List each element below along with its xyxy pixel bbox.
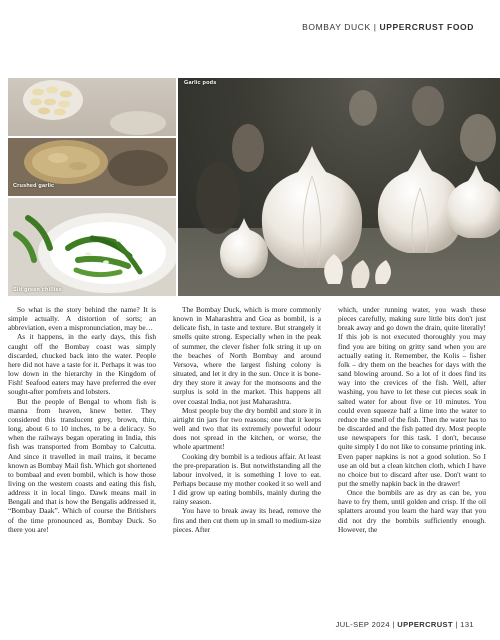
- paragraph: But the people of Bengal to whom fish is manna from heaven, knew better. They considered this translucent grey, brown, thin, long, about 6 to 10 inches, to be a delicacy. So when the railways began operating in India, this fish was transported from Bombay to Calcutta. And since it travelled in mail trains, it became known as Bombay Mail fish. Which got shortened to bombaal and even bombil, which is how those living on the western coasts and eating this fish, address it in local lingo. Dawk means mail in Bengali and that is how the Bengalis addressed it, “Bombay Daak”. Which of course the Britishers of the time pronounced as, Bombay Duck. So there you are!: [8, 396, 156, 534]
- article-body: [8, 305, 486, 625]
- footer-magazine-name: UPPERCRUST: [397, 620, 453, 629]
- footer-separator: |: [455, 620, 458, 629]
- garlic-pods-image: [178, 78, 500, 296]
- paragraph: which, under running water, you wash these pieces carefully, making sure little bits don't just break away and go down the drain, quite literally! If this job is not executed thoroughly you may find you are biting on gritty sand when you are actually eating it. Remember, the Kolis – fisher folk – dry them on the beaches for days with the sand blowing around. So a lot of it does find its way into the crevices of the fish. Well, after washing, you have to let these cut pieces soak in salted water for about five or 10 minutes. You could even squeeze half a lime into the water to reduce the smell of the fish. Then the water has to be discarded and the fish patted dry. Most people use newspapers for this task. I don't, because quite simply I do not like to consume printing ink. Even paper napkins is not a good solution. So I use an old but a clean kitchen cloth, which I have no choice but to discard after use. Don't want to put the smelly napkin back in the drawer!: [338, 305, 486, 488]
- column-2: [173, 305, 321, 534]
- footer-separator: |: [392, 620, 395, 629]
- paragraph: You have to break away its head, remove the fins and then cut them up in small to medium-size pieces. After: [173, 506, 321, 534]
- paragraph: The Bombay Duck, which is more commonly known in Maharashtra and Goa as bombil, is a delicate fish, in taste and texture. But strangely it smells quite strong. Especially when in the peak of summer, the clever fisher folk string it up on the beaches of North Bombay and around Versova, where the largest fishing colony is situated, and let it dry in the sun. Once it is bone-dry they store it away for the monsoons and the surplus is sold in the market. This happens all over coastal India, not just Maharashtra.: [173, 305, 321, 406]
- garlic-pods-caption: Garlic pods: [184, 80, 217, 86]
- green-chillies-photo: [8, 198, 176, 296]
- column-3: [338, 305, 486, 534]
- running-header: [302, 22, 474, 32]
- page-footer: [336, 620, 474, 629]
- page-number: 131: [460, 620, 474, 629]
- garlic-pods-photo: [178, 78, 500, 296]
- issue-date: JUL-SEP 2024: [335, 620, 390, 629]
- green-chillies-image: [8, 198, 176, 296]
- paragraph: Most people buy the dry bombil and store it in airtight tin jars for two reasons; one that it keeps well and two that its extremely powerful odour does not spread in the kitchen, or worse, the whole apartment!: [173, 405, 321, 452]
- column-1: [8, 305, 156, 534]
- paragraph: Once the bombils are as dry as can be, you have to fry them, until golden and crisp. If the oil splatters around you learn the hard way that you did not dry the bombils sufficiently enough. However, the: [338, 488, 486, 534]
- crushed-garlic-photo: [8, 138, 176, 196]
- magazine-name: UPPERCRUST FOOD: [379, 22, 474, 32]
- garlic-slices-image: [8, 78, 176, 136]
- garlic-slices-photo: [8, 78, 176, 136]
- header-separator: |: [373, 22, 377, 32]
- paragraph: So what is the story behind the name? It is simple actually. A distortion of sorts; an abbreviation, even a mispronunciation, may be…: [8, 305, 156, 333]
- section-title: BOMBAY DUCK: [302, 22, 371, 32]
- paragraph: As it happens, in the early days, this fish caught off the Bombay coast was simply discarded, chucked back into the water. People here did not have a taste for it. Perhaps it was too low down in the hierarchy in the Kingdom of Fish! Seafood eaters may have preferred the ever sought-after pomfrets and lobsters.: [8, 332, 156, 397]
- paragraph: Cooking dry bombil is a tedious affair. At least the pre-preparation is. But notwithstanding all the labour involved, it is something I love to eat. Perhaps because my mother cooked it so well and I did grow up eating bombils, mainly during the rainy season.: [173, 451, 321, 507]
- crushed-garlic-caption: Crushed garlic: [13, 183, 55, 189]
- green-chillies-caption: Slit green chillies: [13, 287, 63, 293]
